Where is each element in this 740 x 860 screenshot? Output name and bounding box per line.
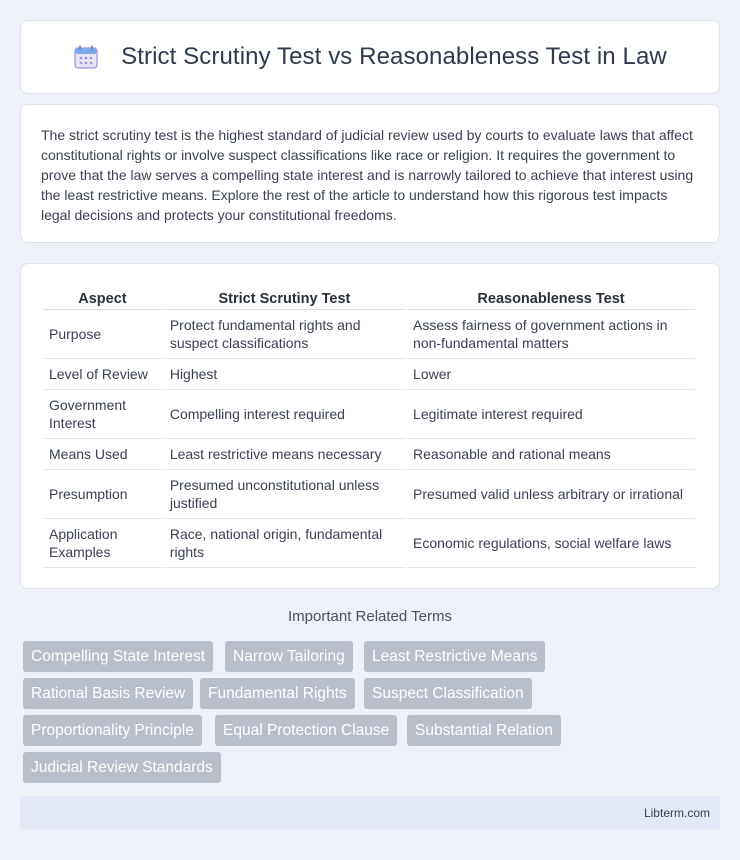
column-header: Strict Scrutiny Test (164, 282, 405, 310)
tag-rational-basis-review[interactable]: Rational Basis Review (23, 678, 193, 709)
tag-equal-protection-clause[interactable]: Equal Protection Clause (215, 715, 397, 746)
tag-judicial-review-standards[interactable]: Judicial Review Standards (23, 752, 221, 783)
table-cell: Reasonable and rational means (407, 439, 695, 470)
table-cell: Economic regulations, social welfare laws (407, 519, 695, 568)
title-card (20, 20, 720, 94)
table-row (43, 310, 695, 359)
tag-proportionality-principle[interactable]: Proportionality Principle (23, 715, 202, 746)
table-row (43, 390, 695, 439)
table-cell: Protect fundamental rights and suspect classifications (164, 310, 405, 359)
tag-narrow-tailoring[interactable]: Narrow Tailoring (225, 641, 353, 672)
comparison-table (41, 282, 697, 568)
table-row (43, 439, 695, 470)
column-header: Aspect (43, 282, 162, 310)
table-cell: Least restrictive means necessary (164, 439, 405, 470)
table-cell: Race, national origin, fundamental rights (164, 519, 405, 568)
page-title: Strict Scrutiny Test vs Reasonableness Test in Law (121, 43, 667, 70)
table-cell: Application Examples (43, 519, 162, 568)
intro-text: The strict scrutiny test is the highest standard of judicial review used by courts to evaluate laws that affect constitutional rights or involve suspect classifications like race or religion. It requires the government to prove that the law serves a compelling state interest and is narrowly tailored to achieve that interest using the least restrictive means. Explore the rest of the article to understand how this rigorous test impacts legal decisions and protects your constitutional freedoms. (41, 127, 694, 223)
comparison-card (20, 263, 720, 589)
tag-compelling-state-interest[interactable]: Compelling State Interest (23, 641, 213, 672)
table-cell: Presumed valid unless arbitrary or irrational (407, 470, 695, 519)
table-cell: Lower (407, 359, 695, 390)
table-cell: Government Interest (43, 390, 162, 439)
table-row (43, 359, 695, 390)
table-cell: Presumed unconstitutional unless justified (164, 470, 405, 519)
footer-brand-link[interactable]: Libterm.com (643, 806, 710, 820)
tag-substantial-relation[interactable]: Substantial Relation (407, 715, 561, 746)
table-cell: Compelling interest required (164, 390, 405, 439)
table-cell: Means Used (43, 439, 162, 470)
table-header-row (43, 282, 695, 310)
table-cell: Purpose (43, 310, 162, 359)
calendar-icon (73, 44, 99, 70)
related-terms-heading: Important Related Terms (288, 608, 452, 625)
tag-least-restrictive-means[interactable]: Least Restrictive Means (364, 641, 545, 672)
table-cell: Highest (164, 359, 405, 390)
table-row (43, 470, 695, 519)
table-cell: Level of Review (43, 359, 162, 390)
table-row (43, 519, 695, 568)
tag-fundamental-rights[interactable]: Fundamental Rights (200, 678, 355, 709)
table-cell: Legitimate interest required (407, 390, 695, 439)
table-cell: Assess fairness of government actions in non-fundamental matters (407, 310, 695, 359)
intro-card (20, 104, 720, 243)
column-header: Reasonableness Test (407, 282, 695, 310)
footer (20, 796, 720, 830)
table-cell: Presumption (43, 470, 162, 519)
tag-suspect-classification[interactable]: Suspect Classification (364, 678, 532, 709)
